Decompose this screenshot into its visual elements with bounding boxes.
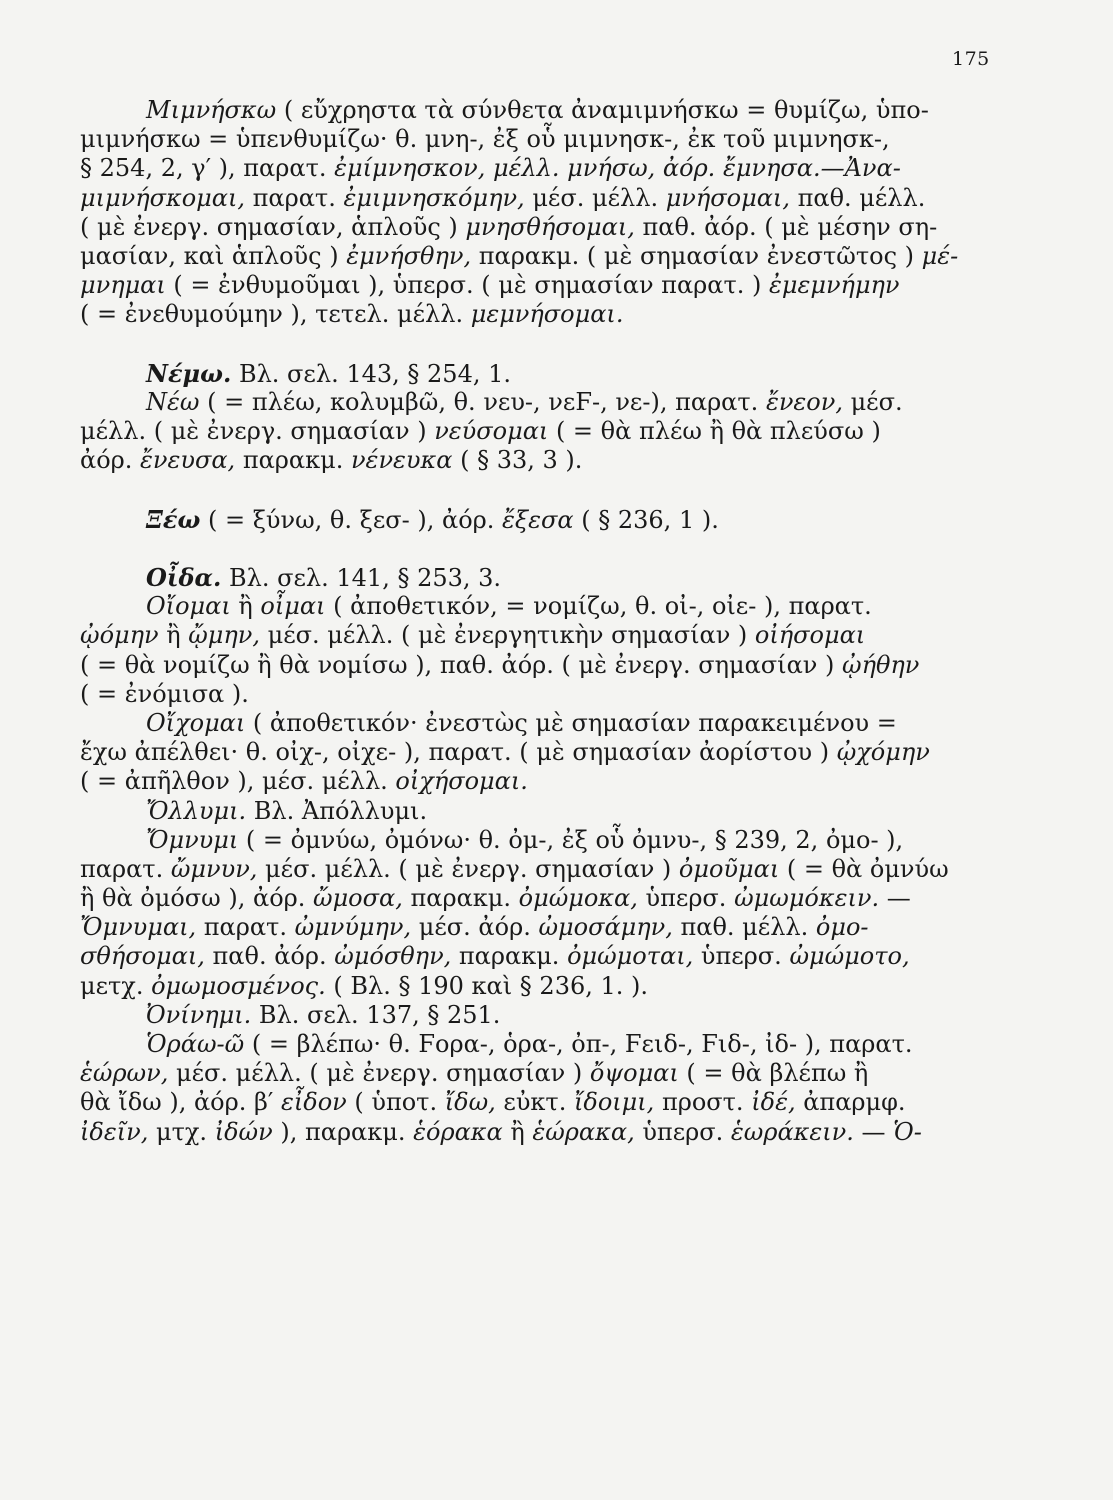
text-segment: ( = ἐνεθυμούμην ), τετελ. μέλλ. <box>80 300 471 329</box>
text-segment: μέσ. μέλλ. ( μὲ ἐνεργ. σημασίαν ) <box>257 854 679 883</box>
text-segment: — <box>879 884 911 913</box>
text-segment: ( § 33, 3 ). <box>452 446 583 475</box>
greek-form: ᾠήθην <box>842 650 920 679</box>
greek-form: μιμνήσκομαι, <box>80 183 245 212</box>
greek-form: νεύσομαι <box>434 417 549 446</box>
text-line <box>80 621 992 650</box>
text-segment: παρατ. <box>245 183 344 212</box>
greek-form: Οἴχομαι <box>146 708 246 737</box>
greek-form: ὀμωμοσμένος. <box>151 971 326 1000</box>
text-segment: παρακμ. <box>451 942 568 971</box>
greek-form: ὠμωμόκειν. <box>734 884 880 913</box>
text-segment: μιμνήσκω = ὑπενθυμίζω· θ. μνη-, ἐξ οὗ μιμνησκ-, ἐκ τοῦ μιμνησκ-, <box>80 125 890 154</box>
text-segment: ἢ <box>230 592 261 621</box>
text-segment: μέσ. <box>842 387 903 416</box>
greek-form: ὀμώμοκα, <box>518 884 638 913</box>
greek-form: ἴδω, <box>444 1088 496 1117</box>
greek-form: ἑώρων, <box>80 1059 169 1088</box>
text-segment: μέλλ. ( μὲ ἐνεργ. σημασίαν ) <box>80 417 435 446</box>
greek-form: ἔξεσα <box>502 505 574 534</box>
text-segment: ( = πλέω, κολυμβῶ, θ. νευ-, νεϜ-, νε-), παρατ. <box>199 387 766 416</box>
entry-headword: Ξέω <box>146 504 201 534</box>
dictionary-text-block <box>80 96 992 1147</box>
greek-form: Ὁράω-ῶ <box>146 1030 245 1058</box>
greek-form: ἐμίμνησκον, μέλλ. μνήσω, ἀόρ. ἔμνησα.—Ἀνα- <box>334 154 901 183</box>
greek-form: οἰήσομαι <box>754 621 866 650</box>
text-line <box>80 884 992 913</box>
text-segment: παθ. ἀόρ. ( μὲ μέσην ση- <box>634 212 938 241</box>
text-line <box>80 300 992 329</box>
text-segment: μετχ. <box>80 971 152 1000</box>
text-segment: Βλ. Ἀπόλλυμι. <box>246 796 428 825</box>
greek-form: Ὁ- <box>893 1117 922 1146</box>
greek-form: ἑώρακα, <box>532 1117 635 1146</box>
text-line <box>80 271 992 300</box>
text-line <box>80 388 992 417</box>
greek-form: ὤμοσα, <box>313 884 403 913</box>
greek-form: ᾠχόμην <box>836 738 930 767</box>
greek-form: ὄψομαι <box>589 1059 679 1088</box>
greek-form: Νέω <box>146 387 200 416</box>
greek-form: ὤμνυν, <box>170 854 258 883</box>
text-segment: ( = ὀμνύω, ὀμόνω· θ. ὀμ-, ἐξ οὗ ὀμνυ-, § 239, 2, ὀμο- ), <box>238 825 904 854</box>
text-segment: μέσ. μέλλ. ( μὲ ἐνεργ. σημασίαν ) <box>168 1059 590 1088</box>
paragraph-gap <box>80 330 992 359</box>
text-segment: παρακμ. <box>402 884 519 913</box>
text-line <box>80 1088 992 1117</box>
text-segment: μτχ. <box>148 1117 215 1146</box>
text-segment: Βλ. σελ. 137, § 251. <box>251 1000 501 1029</box>
text-segment: ( εὔχρηστα τὰ σύνθετα ἀναμιμνήσκω = θυμίζω, ὑπο- <box>276 96 929 124</box>
greek-form: ἔνεον, <box>765 387 843 416</box>
text-line <box>80 972 992 1001</box>
greek-form: ἐμνήσθην, <box>346 241 472 270</box>
text-segment: θὰ ἴδω ), ἀόρ. β′ <box>80 1088 281 1117</box>
text-line <box>80 826 992 855</box>
text-segment: ( § 236, 1 ). <box>573 505 719 534</box>
paragraph-gap <box>80 475 992 504</box>
text-segment: ( = ἐνόμισα ). <box>80 679 249 708</box>
greek-form: ἑωράκειν. <box>730 1117 854 1146</box>
text-line <box>80 1030 992 1059</box>
text-segment: ( ὑποτ. <box>346 1088 445 1117</box>
greek-form: Ὄλλυμι. <box>146 796 247 825</box>
text-line <box>80 96 992 125</box>
greek-form: νένευκα <box>350 446 453 475</box>
text-segment: μέσ. μέλλ. <box>524 183 666 212</box>
text-segment: — <box>853 1117 894 1146</box>
text-segment: Βλ. σελ. 141, § 253, 3. <box>221 564 502 592</box>
greek-form: ἐμιμνησκόμην, <box>343 183 525 212</box>
text-line <box>80 855 992 884</box>
text-segment: § 254, 2, γ′ ), παρατ. <box>80 154 335 183</box>
text-segment: παθ. μέλλ. <box>672 913 816 942</box>
greek-form: ἰδεῖν, <box>80 1117 149 1146</box>
greek-form: ᾤμην, <box>188 621 260 650</box>
text-line <box>80 797 992 826</box>
text-segment: παρακμ. ( μὲ σημασίαν ἐνεστῶτος ) <box>471 241 922 270</box>
text-segment: ( = θὰ πλέω ἢ θὰ πλεύσω ) <box>548 417 881 446</box>
text-segment: παρατ. <box>196 913 295 942</box>
greek-form: εἶδον <box>280 1088 347 1117</box>
greek-form: ἰδών <box>214 1117 273 1146</box>
greek-form: μνησθήσομαι, <box>465 212 635 241</box>
text-segment: ἢ <box>502 1117 533 1146</box>
greek-form: ἔνευσα, <box>140 446 236 475</box>
entry-headword: Νέμω. <box>146 358 232 388</box>
greek-form: μεμνήσομαι. <box>470 300 624 329</box>
text-line <box>80 417 992 446</box>
text-segment: ὑπερσ. <box>634 1117 731 1146</box>
text-segment: ( ἀποθετικόν· ἐνεστὼς μὲ σημασίαν παρακειμένου = <box>245 708 897 737</box>
greek-form: οἰχήσομαι. <box>395 767 528 796</box>
greek-form: ὠμνύμην, <box>294 913 412 942</box>
text-line <box>80 913 992 942</box>
text-segment: μέσ. ἀόρ. <box>411 913 539 942</box>
greek-form: ὠμώμοτο, <box>789 942 910 971</box>
text-segment: μέσ. μέλλ. ( μὲ ἐνεργητικὴν σημασίαν ) <box>260 621 755 650</box>
text-segment: ( = ἀπῆλθον ), μέσ. μέλλ. <box>80 767 396 796</box>
text-line <box>80 505 992 534</box>
greek-form: οἶμαι <box>260 592 326 621</box>
text-line <box>80 651 992 680</box>
greek-form: μνήσομαι, <box>665 183 790 212</box>
greek-form: ᾠόμην <box>80 621 159 650</box>
text-line <box>80 680 992 709</box>
text-segment: ( Βλ. § 190 καὶ § 236, 1. ). <box>325 971 649 1000</box>
greek-form: Μιμνήσκω <box>146 96 277 124</box>
text-segment: ἢ <box>158 621 189 650</box>
text-segment: ( = θὰ ὀμνύω <box>779 854 949 883</box>
greek-form: ὀμώμοται, <box>567 942 694 971</box>
text-line <box>80 446 992 475</box>
text-line <box>80 359 992 388</box>
text-line <box>80 563 992 592</box>
text-segment: ( ἀποθετικόν, = νομίζω, θ. οἰ-, οἰε- ), παρατ. <box>325 592 872 621</box>
greek-form: Ὀνίνημι. <box>146 1000 252 1029</box>
greek-form: ἐμεμνήμην <box>769 271 900 300</box>
text-line <box>80 154 992 183</box>
greek-form: μέ- <box>921 241 959 270</box>
text-segment: παρακμ. <box>235 446 351 475</box>
text-line <box>80 125 992 154</box>
text-line <box>80 184 992 213</box>
text-segment: ἔχω ἀπέλθει· θ. οἰχ-, οἰχε- ), παρατ. ( μὲ σημασίαν ἀορίστου ) <box>80 738 837 767</box>
text-segment: ( = θὰ νομίζω ἢ θὰ νομίσω ), παθ. ἀόρ. ( μὲ ἐνεργ. σημασίαν ) <box>80 650 843 679</box>
greek-form: ὠμόσθην, <box>334 942 452 971</box>
greek-form: ἰδέ, <box>751 1088 796 1117</box>
greek-form: μνημαι <box>80 271 166 300</box>
entry-headword: Οἶδα. <box>146 563 222 592</box>
text-line <box>80 738 992 767</box>
greek-form: ὀμο- <box>815 913 869 942</box>
text-segment: ( μὲ ἐνεργ. σημασίαν, ἁπλοῦς ) <box>80 212 466 241</box>
greek-form: ὠμοσάμην, <box>538 913 673 942</box>
text-segment: ἀόρ. <box>80 446 141 475</box>
paragraph-gap <box>80 534 992 563</box>
text-line <box>80 1059 992 1088</box>
text-segment: Βλ. σελ. 143, § 254, 1. <box>231 359 511 388</box>
greek-form: Οἴομαι <box>146 592 231 621</box>
text-segment: παθ. μέλλ. <box>789 183 926 212</box>
greek-form: ἑόρακα <box>413 1117 503 1146</box>
text-segment: ( = θὰ βλέπω ἢ <box>678 1059 869 1088</box>
text-line <box>80 709 992 738</box>
text-segment: ὑπερσ. <box>693 942 790 971</box>
greek-form: ὀμοῦμαι <box>678 854 780 883</box>
text-segment: ( = ξύνω, θ. ξεσ- ), ἀόρ. <box>200 505 503 534</box>
text-segment: παρατ. <box>80 854 171 883</box>
text-line <box>80 213 992 242</box>
text-segment: παθ. ἀόρ. <box>204 942 335 971</box>
text-segment: ( = βλέπω· θ. Ϝορα-, ὁρα-, ὀπ-, Ϝειδ-, Ϝιδ-, ἰδ- ), παρατ. <box>244 1030 913 1058</box>
greek-form: ἴδοιμι, <box>573 1088 655 1117</box>
text-line <box>80 592 992 621</box>
text-segment: ὑπερσ. <box>637 884 735 913</box>
greek-form: σθήσομαι, <box>80 942 205 971</box>
greek-form: Ὄμνυμαι, <box>80 913 197 942</box>
text-segment: ), παρακμ. <box>272 1117 414 1146</box>
text-segment: μασίαν, καὶ ἁπλοῦς ) <box>80 241 347 270</box>
text-line <box>80 942 992 971</box>
text-segment: ἢ θὰ ὀμόσω ), ἀόρ. <box>80 884 314 913</box>
text-segment: εὐκτ. <box>495 1088 574 1117</box>
page-number: 175 <box>952 48 990 70</box>
text-segment: προστ. <box>654 1088 752 1117</box>
text-line <box>80 767 992 796</box>
text-line <box>80 242 992 271</box>
text-segment: ( = ἐνθυμοῦμαι ), ὑπερσ. ( μὲ σημασίαν παρατ. ) <box>165 271 770 300</box>
text-line <box>80 1001 992 1030</box>
text-segment: ἀπαρμφ. <box>795 1088 906 1117</box>
text-line <box>80 1118 992 1147</box>
greek-form: Ὄμνυμι <box>146 825 239 854</box>
